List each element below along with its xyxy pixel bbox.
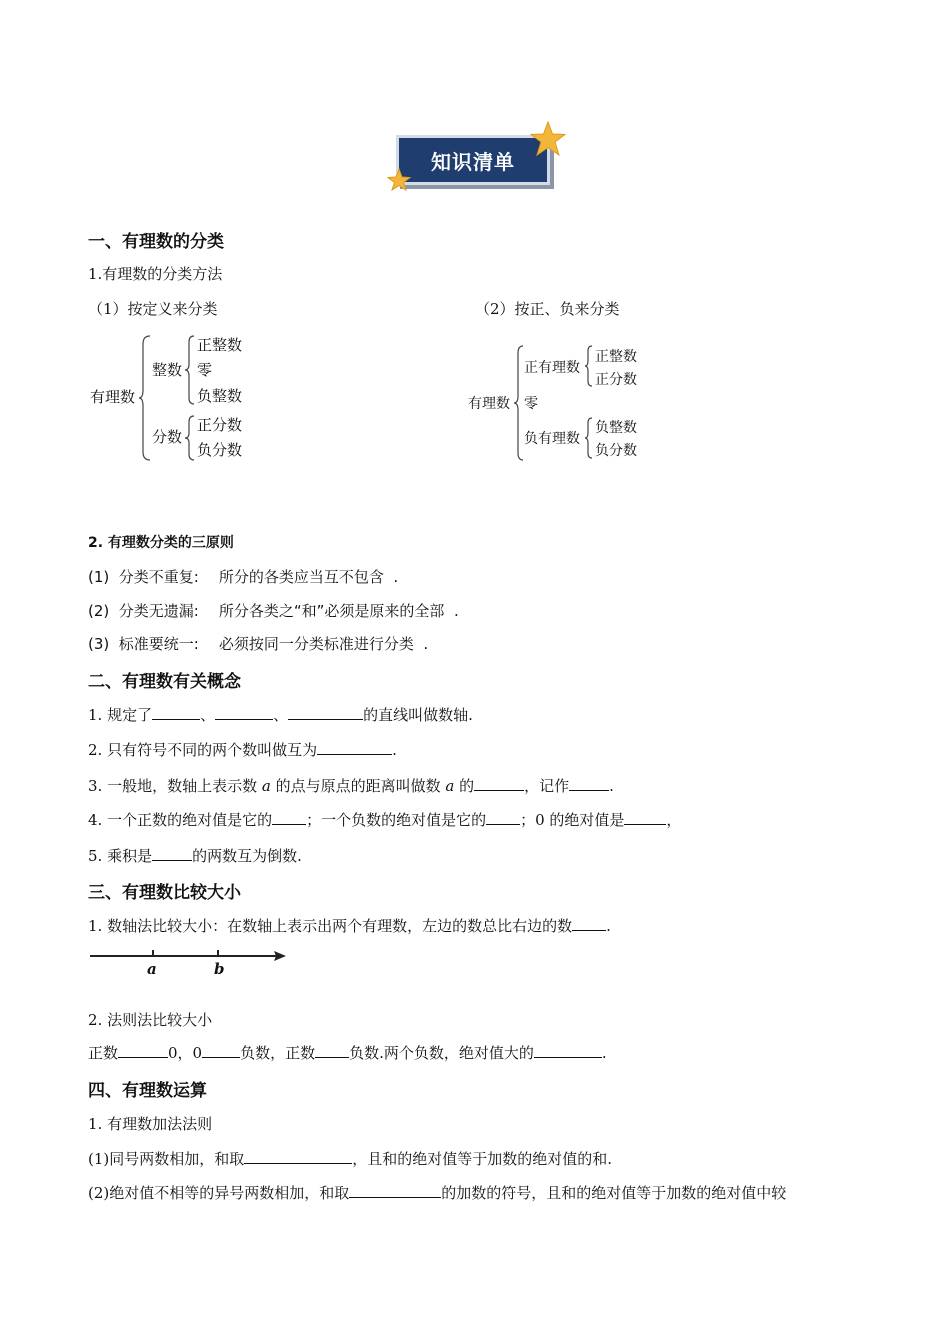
tree1-neg-frac: 负分数 — [197, 441, 243, 459]
concept-4: 4. 一个正数的绝对值是它的 ；一个负数的绝对值是它的 ；0 的绝对值是 ， — [88, 811, 682, 829]
tree2-pos-rational: 正有理数 — [524, 360, 580, 376]
tree2-pos-brace — [584, 344, 594, 388]
addition-rule-2: (2)绝对值不相等的异号两数相加，和取 的加数的符号，且和的绝对值等于加数的绝对值中较 — [88, 1184, 787, 1202]
section-heading-4: 四、有理数运算 — [88, 1081, 207, 1101]
concept-3: 3. 一般地，数轴上表示数 a 的点与原点的距离叫做数 a 的 ，记作 . — [88, 777, 614, 795]
compare-method-2-title: 2. 法则法比较大小 — [88, 1011, 213, 1029]
section-heading-2: 二、有理数有关概念 — [88, 672, 241, 692]
addition-rule-title: 1. 有理数加法法则 — [88, 1115, 213, 1133]
tree2-neg-frac: 负分数 — [595, 443, 637, 459]
principles-title: 2. 有理数分类的三原则 — [88, 535, 234, 551]
tree1-zero: 零 — [197, 361, 213, 379]
tree2-neg-rational: 负有理数 — [524, 431, 580, 447]
principle-2: (2) 分类无遗漏: 所分各类之“和”必须是原来的全部 . — [88, 602, 459, 620]
compare-method-2: 正数 0，0 负数，正数 负数.两个负数，绝对值大的 . — [88, 1044, 607, 1062]
tree2-pos-frac: 正分数 — [595, 372, 637, 388]
concept-5: 5. 乘积是 的两数互为倒数. — [88, 847, 302, 865]
section-badge — [396, 135, 550, 185]
badge-title: 知识清单 — [431, 149, 515, 174]
principle-3: (3) 标准要统一: 必须按同一分类标准进行分类 . — [88, 635, 429, 653]
tree1-fraction: 分数 — [152, 428, 183, 446]
tree1-fraction-brace — [184, 414, 196, 462]
small-star-icon — [386, 168, 412, 192]
section-heading-3: 三、有理数比较大小 — [88, 883, 241, 903]
tree1-main-brace — [138, 334, 152, 462]
tree1-pos-frac: 正分数 — [197, 416, 243, 434]
tree1-pos-int: 正整数 — [197, 336, 243, 354]
tree2-neg-brace — [584, 416, 594, 460]
by-definition-label: （1）按定义来分类 — [88, 300, 218, 318]
tree2-neg-int: 负整数 — [595, 420, 637, 436]
axis-label-a: a — [147, 960, 157, 978]
tree2-zero: 零 — [524, 396, 538, 412]
by-sign-label: （2）按正、负来分类 — [475, 300, 620, 318]
tree1-root: 有理数 — [90, 388, 136, 406]
compare-method-1: 1. 数轴法比较大小：在数轴上表示出两个有理数，左边的数总比右边的数 . — [88, 917, 611, 935]
tree1-neg-int: 负整数 — [197, 387, 243, 405]
tree2-pos-int: 正整数 — [595, 349, 637, 365]
tree1-integer: 整数 — [152, 361, 183, 379]
concept-1: 1. 规定了 、 、 的直线叫做数轴. — [88, 706, 473, 724]
principle-1: (1) 分类不重复: 所分的各类应当互不包含 . — [88, 568, 399, 586]
concept-2: 2. 只有符号不同的两个数叫做互为 . — [88, 741, 397, 759]
section-heading-1: 一、有理数的分类 — [88, 232, 224, 252]
tree1-integer-brace — [184, 334, 196, 406]
tree2-root: 有理数 — [468, 396, 510, 412]
star-icon — [528, 120, 568, 158]
axis-label-b: b — [214, 960, 225, 978]
addition-rule-1: (1)同号两数相加，和取 ，且和的绝对值等于加数的绝对值的和. — [88, 1150, 613, 1168]
number-line-figure — [88, 945, 293, 979]
classification-subtitle: 1.有理数的分类方法 — [88, 265, 223, 283]
